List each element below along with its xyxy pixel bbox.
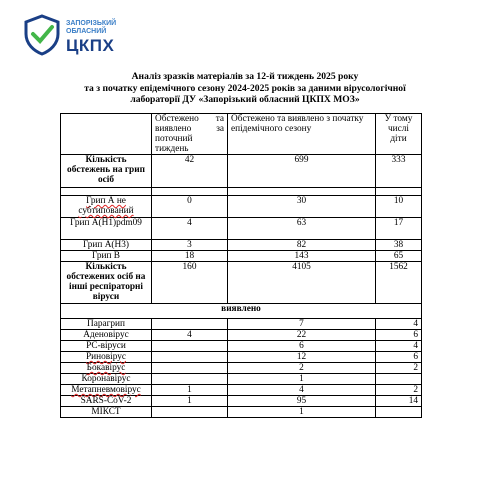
row-week: 1 xyxy=(152,396,228,407)
row-label: Коронавірус xyxy=(61,374,152,385)
table-row xyxy=(61,374,422,385)
logo xyxy=(22,14,172,56)
table-row xyxy=(61,240,422,251)
row-kids: 4 xyxy=(376,319,422,330)
table-row xyxy=(61,385,422,396)
table-row xyxy=(61,407,422,418)
logo-name: ЦКПХ xyxy=(66,36,115,55)
flu-total-kids: 333 xyxy=(376,155,422,188)
table-row xyxy=(61,330,422,341)
row-label: Грип А не субтипований xyxy=(61,196,152,218)
row-season: 7 xyxy=(228,319,376,330)
row-label: SARS-CoV-2 xyxy=(61,396,152,407)
row-label: Грип А(Н3) xyxy=(61,240,152,251)
shield-check-icon xyxy=(22,14,62,56)
resp-total-row xyxy=(61,262,422,304)
header-kids: У тому числі діти xyxy=(376,114,422,155)
row-label: Риновірус xyxy=(61,352,152,363)
row-season: 6 xyxy=(228,341,376,352)
row-season: 95 xyxy=(228,396,376,407)
row-kids xyxy=(376,407,422,418)
row-season: 30 xyxy=(228,196,376,218)
row-week: 3 xyxy=(152,240,228,251)
table-row xyxy=(61,396,422,407)
row-week: 0 xyxy=(152,196,228,218)
title-line1: Аналіз зразків матеріалів за 12-й тиждень 2025 року xyxy=(131,71,359,82)
row-season: 12 xyxy=(228,352,376,363)
row-week: 18 xyxy=(152,251,228,262)
row-kids: 65 xyxy=(376,251,422,262)
row-week xyxy=(152,341,228,352)
resp-total-kids: 1562 xyxy=(376,262,422,304)
row-kids: 38 xyxy=(376,240,422,251)
table-row xyxy=(61,196,422,218)
resp-total-season: 4105 xyxy=(228,262,376,304)
table-row xyxy=(61,218,422,240)
logo-org-line1: ЗАПОРІЗЬКИЙ xyxy=(66,20,117,27)
title-line2: та з початку епідемічного сезону 2024-2025 років за даними вірусологічної xyxy=(84,82,406,94)
detected-label: виявлено xyxy=(61,304,422,319)
header-week: Обстежено та виявлено за поточний тиждень xyxy=(152,114,228,155)
row-kids: 10 xyxy=(376,196,422,218)
row-season: 143 xyxy=(228,251,376,262)
resp-total-label: Кількість обстежених осіб на інші респіраторні віруси xyxy=(61,262,152,304)
row-kids: 4 xyxy=(376,341,422,352)
header-empty xyxy=(61,114,152,155)
row-week: 1 xyxy=(152,385,228,396)
row-label: Бокавірус xyxy=(61,363,152,374)
row-label: Грип В xyxy=(61,251,152,262)
row-kids: 17 xyxy=(376,218,422,240)
row-week xyxy=(152,407,228,418)
row-season: 1 xyxy=(228,407,376,418)
row-season: 1 xyxy=(228,374,376,385)
document-title xyxy=(60,71,430,106)
row-kids: 2 xyxy=(376,363,422,374)
row-week xyxy=(152,363,228,374)
row-week: 4 xyxy=(152,330,228,341)
header-row xyxy=(61,114,422,155)
flu-total-row xyxy=(61,155,422,188)
row-season: 63 xyxy=(228,218,376,240)
row-label: Метапневмовірус xyxy=(61,385,152,396)
row-season: 2 xyxy=(228,363,376,374)
row-week: 4 xyxy=(152,218,228,240)
row-label: Аденовірус xyxy=(61,330,152,341)
table-row xyxy=(61,319,422,330)
table-row xyxy=(61,251,422,262)
table-row xyxy=(61,352,422,363)
row-kids: 14 xyxy=(376,396,422,407)
header-season: Обстежено та виявлено з початку епідемічного сезону xyxy=(228,114,376,155)
logo-org xyxy=(66,20,116,36)
title-line3: лабораторії ДУ «Запорізький обласний ЦКПХ МОЗ» xyxy=(130,94,360,105)
flu-total-season: 699 xyxy=(228,155,376,188)
report-table xyxy=(60,113,422,418)
row-label: Парагрип xyxy=(61,319,152,330)
flu-total-label: Кількість обстежень на грип осіб xyxy=(61,155,152,188)
row-kids: 2 xyxy=(376,385,422,396)
logo-org-line2: ОБЛАСНИЙ xyxy=(66,28,107,35)
row-label: МІКСТ xyxy=(61,407,152,418)
table-row xyxy=(61,363,422,374)
row-week xyxy=(152,352,228,363)
flu-total-week: 42 xyxy=(152,155,228,188)
table-row xyxy=(61,341,422,352)
row-kids: 6 xyxy=(376,352,422,363)
row-kids: 6 xyxy=(376,330,422,341)
row-season: 4 xyxy=(228,385,376,396)
row-season: 82 xyxy=(228,240,376,251)
row-label: РС-віруси xyxy=(61,341,152,352)
detected-row xyxy=(61,304,422,319)
row-season: 22 xyxy=(228,330,376,341)
row-kids xyxy=(376,374,422,385)
resp-total-week: 160 xyxy=(152,262,228,304)
row-label: Грип А(H1)pdm09 xyxy=(61,218,152,240)
row-week xyxy=(152,319,228,330)
spacer-row xyxy=(61,188,422,196)
row-week xyxy=(152,374,228,385)
